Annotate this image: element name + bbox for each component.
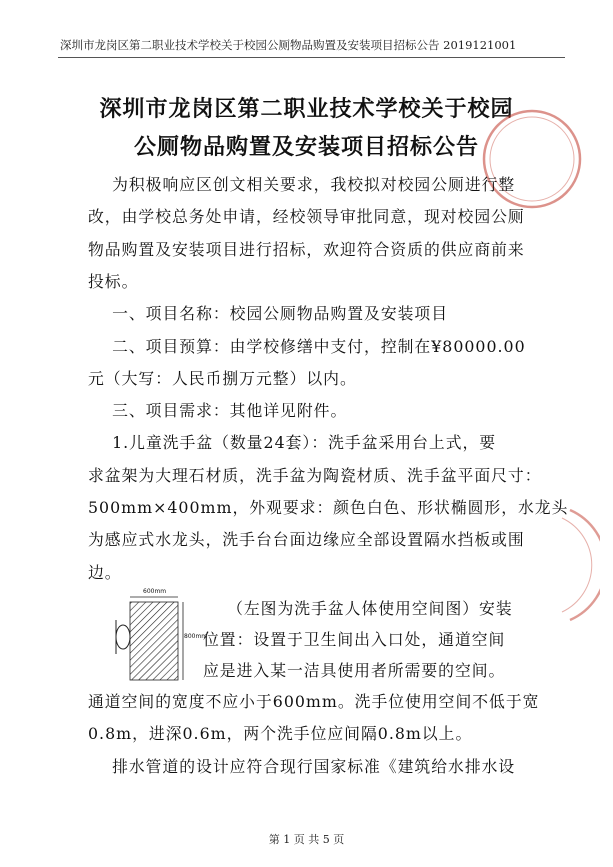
body-line: 一、项目名称：校园公厕物品购置及安装项目 <box>88 304 449 324</box>
body-line: 边。 <box>88 562 122 582</box>
body-line: 1.儿童洗手盆（数量24套）：洗手盆采用台上式，要 <box>88 433 497 453</box>
body-line: 0.8m，进深0.6m，两个洗手位应间隔0.8m以上。 <box>88 724 473 743</box>
figure-width-label: 600mm <box>143 588 167 595</box>
body-line: 求盆架为大理石材质，洗手盆为陶瓷材质、洗手盆平面尺寸： <box>88 465 542 485</box>
body-line: 三、项目需求：其他详见附件。 <box>88 401 348 421</box>
page-footer: 第 1 页 共 5 页 <box>268 833 345 846</box>
header-rule <box>58 57 565 58</box>
body-line: 投标。 <box>88 271 139 291</box>
body-line: 500mm×400mm，外观要求：颜色白色、形状椭圆形，水龙头 <box>88 498 569 517</box>
body-line: 物品购置及安装项目进行招标，欢迎符合资质的供应商前来 <box>88 239 525 259</box>
body-line: 为积极响应区创文相关要求，我校拟对校园公厕进行整 <box>88 175 516 194</box>
body-line: 二、项目预算：由学校修缮中支付，控制在¥80000.00 <box>88 336 526 356</box>
title-line-1: 深圳市龙岗区第二职业技术学校关于校园 <box>99 96 514 122</box>
body-line: 为感应式水龙头，洗手台台面边缘应全部设置隔水挡板或围 <box>88 530 525 550</box>
body-line: 元（大写：人民币捌万元整）以内。 <box>88 368 357 388</box>
body-line: 排水管道的设计应符合现行国家标准《建筑给水排水设 <box>88 757 516 776</box>
figure-caption-line: 位置：设置于卫生间出入口处，通道空间 <box>203 630 506 649</box>
body-line: 改，由学校总务处申请，经校领导审批同意，现对校园公厕 <box>88 207 525 227</box>
title-line-2: 公厕物品购置及安装项目招标公告 <box>133 134 479 160</box>
body-line: 通道空间的宽度不应小于600mm。洗手位使用空间不低于宽 <box>88 692 540 711</box>
figure-caption-line: （左图为洗手盆人体使用空间图）安装 <box>203 599 513 618</box>
running-header: 深圳市龙岗区第二职业技术学校关于校园公厕物品购置及安装项目招标公告 2019121001 <box>60 38 517 52</box>
figure-height-label: 800mm <box>184 633 208 640</box>
figure-caption-line: 应是进入某一洁具使用者所需要的空间。 <box>203 661 506 680</box>
